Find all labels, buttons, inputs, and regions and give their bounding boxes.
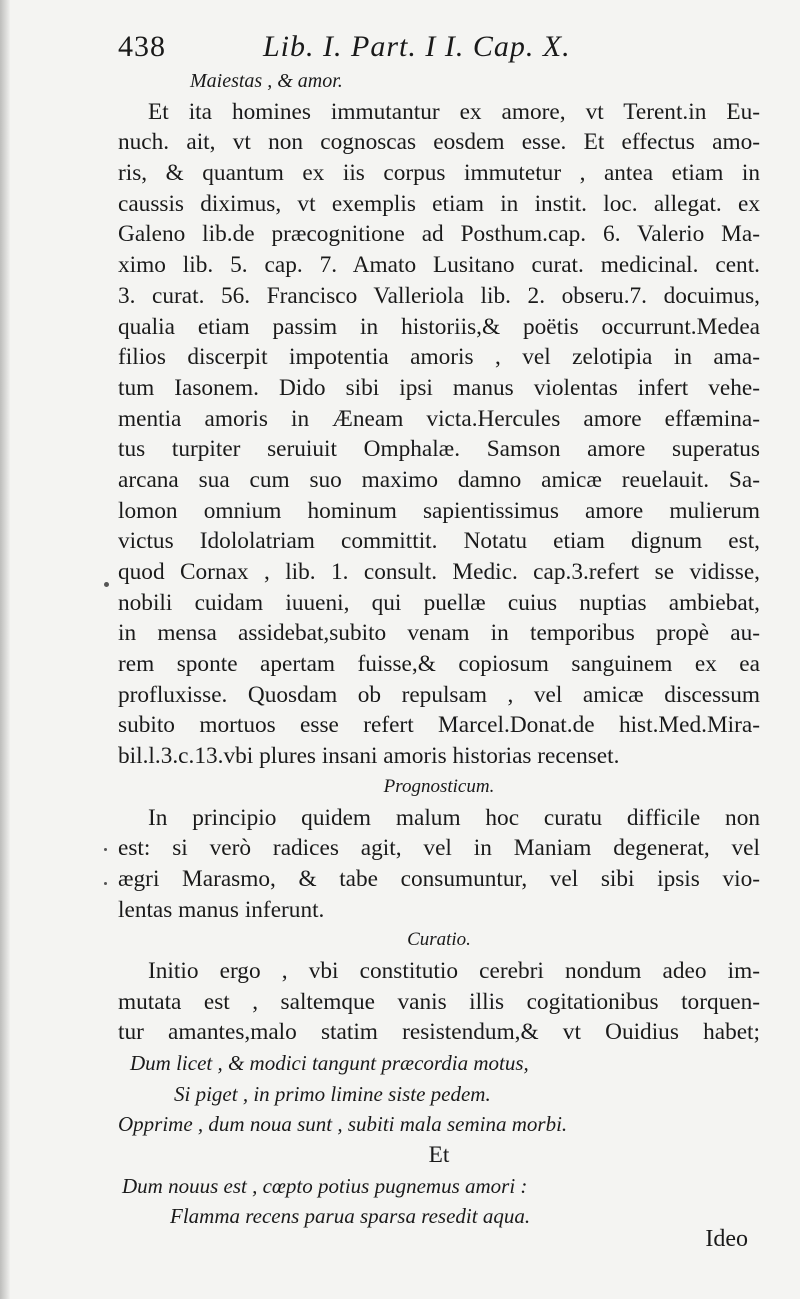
page-number: 438 (118, 30, 166, 63)
page-edge-shadow (0, 0, 10, 1299)
text-line: mutata est , saltemque vanis illis cogitationibus torquen- (118, 988, 760, 1015)
text-line: rem sponte apertam fuisse,& copiosum sanguinem ex ea (118, 651, 760, 678)
section-heading: Curatio. (407, 929, 471, 951)
text-line: In principio quidem malum hoc curatu difficile non (148, 804, 760, 831)
text-line: caussis diximus, vt exemplis etiam in instit. loc. allegat. ex (118, 190, 760, 217)
text-line: ximo lib. 5. cap. 7. Amato Lusitano curat. medicinal. cent. (118, 252, 760, 279)
text-line: qualia etiam passim in historiis,& poëtis occurrunt.Medea (118, 313, 760, 340)
ink-speck (104, 882, 107, 885)
section-heading: Prognosticum. (383, 775, 495, 797)
verse-line: Flamma recens parua sparsa resedit aqua. (170, 1204, 531, 1229)
body-text (118, 66, 760, 1232)
ink-speck (104, 582, 109, 587)
text-line: ris, & quantum ex iis corpus immutetur , antea etiam in (118, 160, 760, 187)
text-line: arcana sua cum suo maximo damno amicæ reuelauit. Sa- (118, 466, 760, 493)
text-line: tus turpiter seruiuit Omphalæ. Samson amore superatus (118, 436, 760, 463)
text-line: tum Iasonem. Dido sibi ipsi manus violentas infert vehe- (118, 374, 760, 401)
text-line: in mensa assidebat,subito venam in temporibus propè au- (118, 620, 760, 647)
verse-line: Si piget , in primo limine siste pedem. (174, 1081, 491, 1106)
text-line: nuch. ait, vt non cognoscas eosdem esse. Et effectus amo- (118, 129, 760, 156)
text-line: quod Cornax , lib. 1. consult. Medic. cap.3.refert se vidisse, (118, 559, 760, 585)
ink-speck (104, 848, 107, 851)
text-line: nobili cuidam iuueni, qui puellæ cuius nuptias ambiebat, (118, 589, 760, 616)
page-header (118, 30, 678, 70)
text-line: Initio ergo , vbi constitutio cerebri nondum adeo im- (148, 957, 760, 984)
text-line: est: si verò radices agit, vel in Maniam degenerat, vel (118, 835, 760, 862)
running-title: Lib. I. Part. I I. Cap. X. (263, 30, 571, 63)
text-line: mentia amoris in Æneam victa.Hercules amore effæmina- (118, 405, 760, 432)
verse-line: Opprime , dum noua sunt , subiti mala semina morbi. (118, 1112, 568, 1137)
text-line: Galeno lib.de præcognitione ad Posthum.cap. 6. Valerio Ma- (118, 221, 760, 248)
text-line: profluxisse. Quosdam ob repulsam , vel amicæ discessum (118, 681, 760, 708)
text-line: bil.l.3.c.13.vbi plures insani amoris historias recenset. (118, 743, 620, 770)
text-line: lentas manus inferunt. (118, 896, 325, 923)
text-line: subito mortuos esse refert Marcel.Donat.de hist.Med.Mira- (118, 712, 760, 739)
text-line: filios discerpit impotentia amoris , vel zelotipia in ama- (118, 344, 760, 371)
text-line: ægri Marasmo, & tabe consumuntur, vel sibi ipsis vio- (118, 865, 760, 892)
text-line: lomon omnium hominum sapientissimus amore mulierum (118, 497, 760, 524)
text-line: victus Idololatriam committit. Notatu etiam dignum est, (118, 528, 760, 555)
text-line: tur amantes,malo statim resistendum,& vt Ouidius habet; (118, 1019, 760, 1046)
verse-line: Dum licet , & modici tangunt præcordia motus, (130, 1051, 529, 1075)
verse-line: Dum nouus est , cœpto potius pugnemus amori : (122, 1173, 528, 1198)
side-caption: Maiestas , & amor. (190, 70, 343, 92)
text-line: Et ita homines immutantur ex amore, vt Terent.in Eu- (148, 98, 760, 125)
catchword: Ideo (705, 1226, 748, 1252)
text-line: Et (428, 1142, 450, 1169)
text-line: 3. curat. 56. Francisco Valleriola lib. 2. obseru.7. docuimus, (118, 282, 760, 309)
